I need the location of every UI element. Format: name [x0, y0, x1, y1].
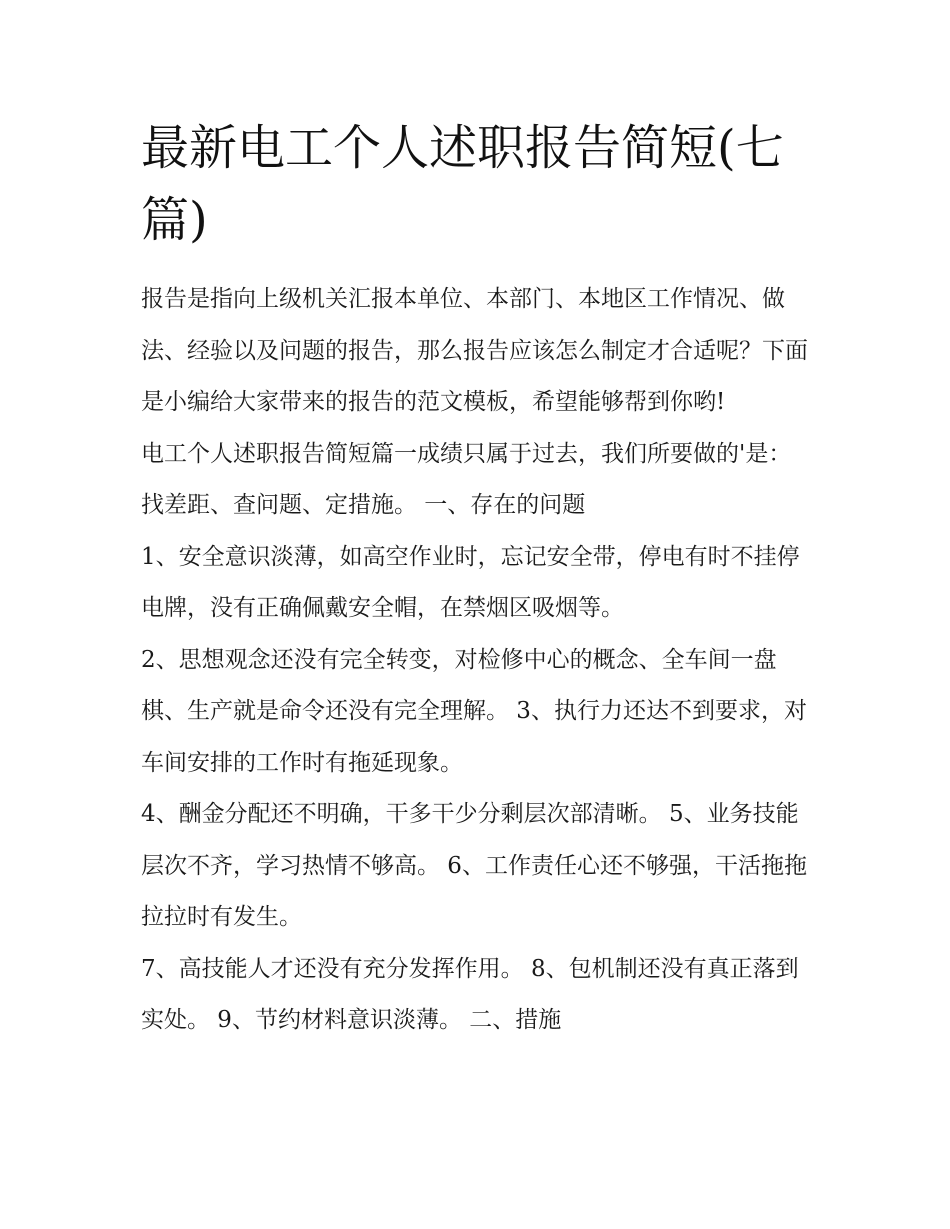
paragraph-list — [141, 274, 813, 1047]
paragraph-item-7-9: 7、高技能人才还没有充分发挥作用。 8、包机制还没有真正落到实处。 9、节约材料意识淡薄。 二、措施 — [141, 955, 799, 1033]
paragraph-item-1: 1、安全意识淡薄，如高空作业时，忘记安全带，停电有时不挂停电牌，没有正确佩戴安全帽，在禁烟区吸烟等。 — [141, 543, 800, 621]
document-body — [141, 112, 813, 1047]
paragraph-intro: 报告是指向上级机关汇报本单位、本部门、本地区工作情况、做法、经验以及问题的报告，那么报告应该怎么制定才合适呢？下面是小编给大家带来的报告的范文模板，希望能够帮到你哟! — [141, 286, 808, 415]
document-title: 最新电工个人述职报告简短(七篇) — [141, 120, 784, 248]
paragraph-section-one: 电工个人述职报告简短篇一成绩只属于过去，我们所要做的'是：找差距、查问题、定措施。 一、存在的问题 — [141, 440, 792, 518]
paragraph-item-2-3: 2、思想观念还没有完全转变，对检修中心的概念、全车间一盘棋、生产就是命令还没有完全理解。 3、执行力还达不到要求，对车间安排的工作时有拖延现象。 — [141, 646, 807, 776]
paragraph-item-4-6: 4、酬金分配还不明确，干多干少分剩层次部清晰。 5、业务技能层次不齐，学习热情不够高。 6、工作责任心还不够强，干活拖拖拉拉时有发生。 — [141, 801, 807, 930]
